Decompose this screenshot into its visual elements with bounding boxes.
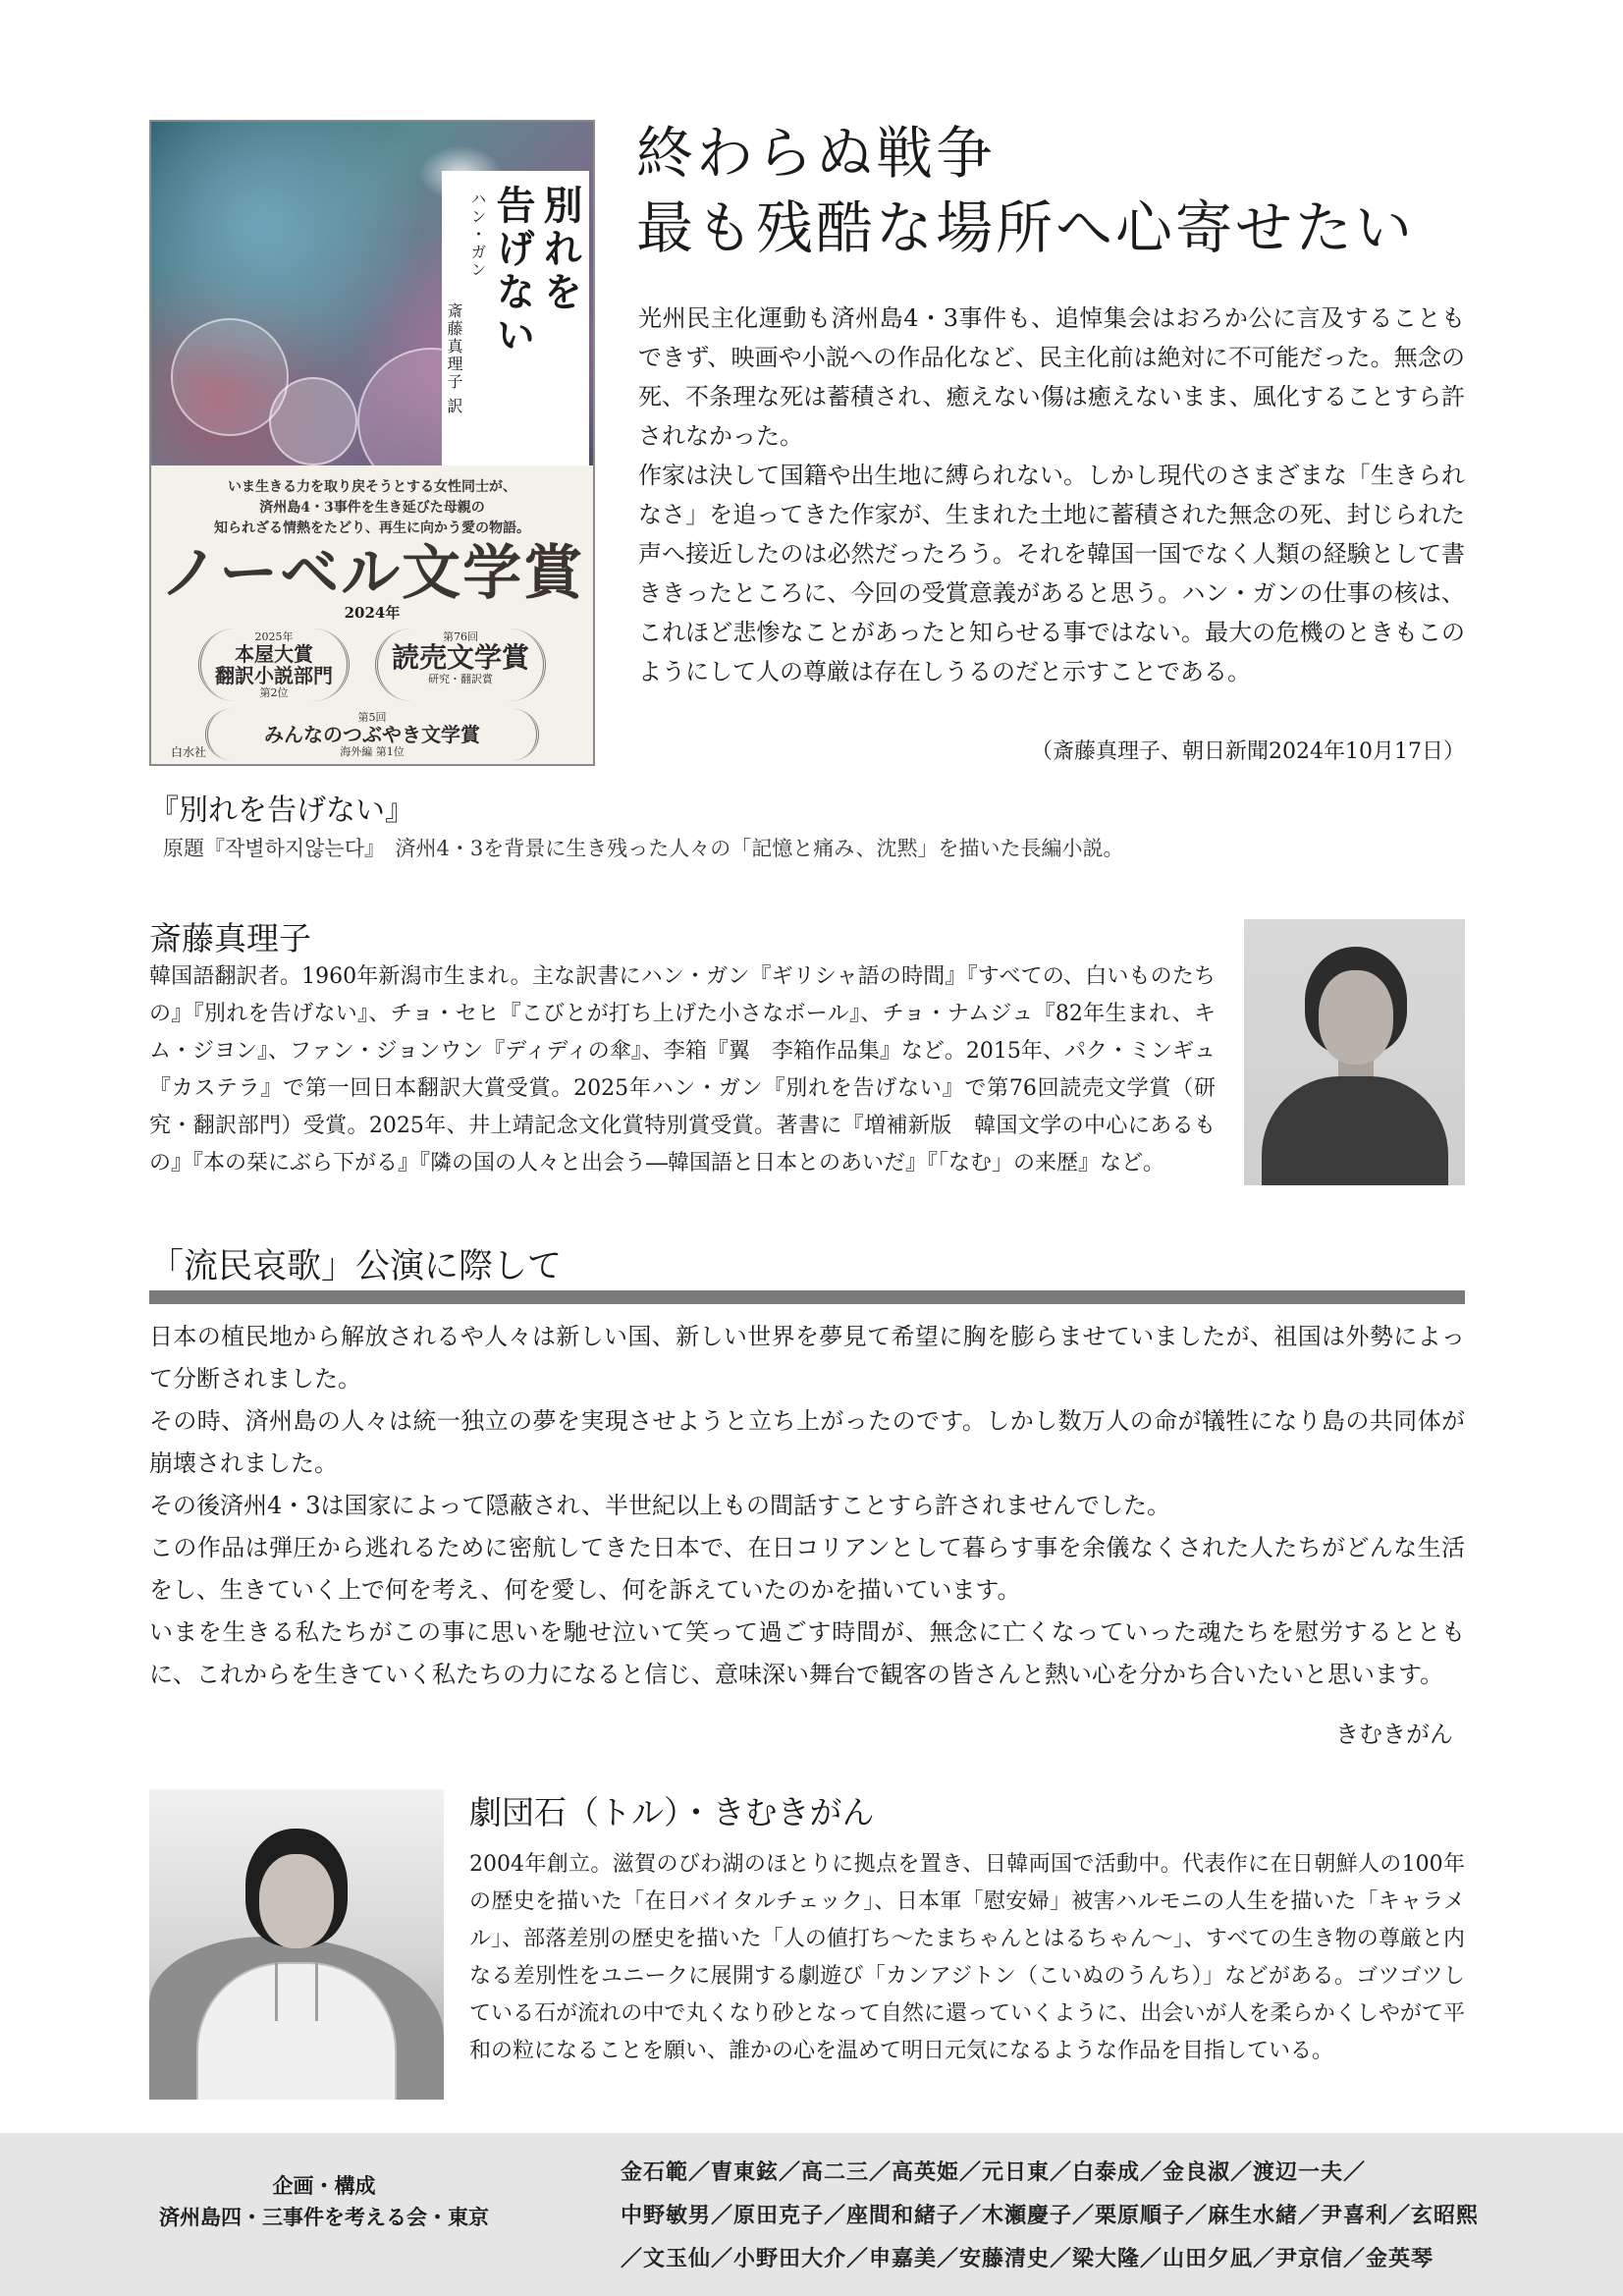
section-paragraph: その時、済州島の人々は統一独立の夢を実現させようと立ち上がったのです。しかし数万人の命が犠牲になり島の共同体が崩壊されました。 bbox=[149, 1407, 1465, 1477]
footer-names bbox=[621, 2151, 1504, 2280]
section-paragraph: 日本の植民地から解放されるや人々は新しい国、新しい世界を夢見て希望に胸を膨らませていましたが、祖国は外勢によって分断されました。 bbox=[149, 1323, 1465, 1393]
cover-title-line1: 別れを bbox=[537, 185, 583, 314]
section-paragraph: この作品は弾圧から逃れるために密航してきた日本で、在日コリアンとして暮らす事を余儀なくされた人たちがどんな生活をし、生きていく上で何を考え、何を愛し、何を訴えていたのかを描いています。 bbox=[149, 1534, 1465, 1604]
troupe-name: 劇団石（トル）・きむきがん bbox=[469, 1793, 875, 1831]
essay-paragraph: 作家は決して国籍や出生地に縛られない。しかし現代のさまざまな「生きられなさ」を追ってきた作家が、生まれた土地に蓄積された無念の死、封じられた声へ接近したのは必然だったろう。それを韓国一国でなく人類の経験として書ききったところに、今回の受賞意義があると思う。ハン・ガンの仕事の核は、これほど悲惨なことがあったと知らせる事ではない。最大の危機のときもこのようにして人の尊厳は存在しうるのだと示すことである。 bbox=[638, 462, 1465, 685]
headline-line2: 最も残酷な場所へ心寄せたい bbox=[636, 194, 1416, 261]
troupe-photo bbox=[149, 1789, 444, 2100]
section-paragraph: いまを生きる私たちがこの事に思いを馳せ泣いて笑って過ごす時間が、無念に亡くなっていった魂たちを慰労するとともに、これからを生きていく私たちの力になると信じ、意味深い舞台で観客の皆さんと熱い心を分かち合いたいと思います。 bbox=[149, 1618, 1465, 1688]
cover-nobel: ノーベル文学賞 bbox=[159, 539, 585, 608]
footer-organizer bbox=[137, 2170, 511, 2233]
cover-nobel-year: 2024年 bbox=[344, 604, 401, 622]
cover-blurb-line: いま生きる力を取り戻そうとする女性同士が、 bbox=[228, 479, 516, 495]
award-tsubuyaki bbox=[205, 709, 539, 760]
footer-organizer-role: 企画・構成 bbox=[272, 2173, 376, 2198]
essay-source: （斎藤真理子、朝日新聞2024年10月17日） bbox=[1031, 739, 1465, 764]
award-edition: 第5回 bbox=[357, 711, 387, 724]
publisher-logo: 白水社 bbox=[171, 745, 207, 759]
cover-title-box bbox=[442, 171, 589, 465]
headline bbox=[636, 116, 1500, 265]
essay-body bbox=[638, 299, 1465, 691]
essay-paragraph: 光州民主化運動も済州島4・3事件も、追悼集会はおろか公に言及することもできず、映画や小説への作品化など、民主化前は絶対に不可能だった。無念の死、不条理な死は蓄積され、癒えない傷は癒えないまま、風化することすら許されなかった。 bbox=[638, 304, 1465, 450]
cover-author: ハン・ガン bbox=[468, 191, 487, 279]
award-yomiuri bbox=[375, 629, 546, 701]
award-category: 研究・翻訳賞 bbox=[427, 673, 493, 685]
award-rank: 海外編 第1位 bbox=[340, 745, 405, 758]
section-body bbox=[149, 1316, 1465, 1696]
section-signature: きむきがん bbox=[1335, 1721, 1453, 1748]
cover-obi bbox=[151, 465, 593, 766]
footer-organizer-name: 済州島四・三事件を考える会・東京 bbox=[159, 2205, 489, 2229]
footer-names-line: 中野敏男／原田克子／座間和緒子／木瀬慶子／栗原順子／麻生水緒／尹喜利／玄昭熙 bbox=[621, 2203, 1480, 2228]
award-rank: 第2位 bbox=[259, 686, 289, 699]
translator-bio: 韓国語翻訳者。1960年新潟市生まれ。主な訳書にハン・ガン『ギリシャ語の時間』『すべての、白いものたちの』『別れを告げない』、チョ・セヒ『こびとが打ち上げた小さなボール』、チョ・ナムジュ『82年生まれ、キム・ジヨン』、ファン・ジョンウン『ディディの傘』、李箱『翼 李箱作品集』など。2015年、パク・ミンギュ『カステラ』で第一回日本翻訳大賞受賞。2025年ハン・ガン『別れを告げない』で第76回読売文学賞（研究・翻訳部門）受賞。2025年、井上靖記念文化賞特別賞受賞。著書に『増補新版 韓国文学の中心にあるもの』『本の栞にぶら下がる』『隣の国の人々と出会う―韓国語と日本とのあいだ』『「なむ」の来歴』など。 bbox=[149, 964, 1216, 1175]
award-name: みんなのつぶやき文学賞 bbox=[264, 723, 480, 746]
cover-blurb-line: 済州島4・3事件を生き延びた母親の bbox=[259, 500, 485, 516]
award-year: 2025年 bbox=[254, 630, 294, 643]
cover-blurb bbox=[151, 477, 593, 539]
footer-names-line: 金石範／曺東鉉／高二三／高英姫／元日東／白泰成／金良淑／渡辺一夫／ bbox=[621, 2159, 1367, 2185]
award-category: 翻訳小説部門 bbox=[214, 664, 333, 687]
section-divider bbox=[149, 1290, 1465, 1304]
headline-line1: 終わらぬ戦争 bbox=[636, 120, 997, 187]
award-name: 本屋大賞 bbox=[234, 642, 313, 666]
award-name: 読売文学賞 bbox=[391, 641, 529, 674]
troupe-bio: 2004年創立。滋賀のびわ湖のほとりに拠点を置き、日韓両国で活動中。代表作に在日朝鮮人の100年の歴史を描いた「在日バイタルチェック」、日本軍「慰安婦」被害ハルモニの人生を描いた「キャラメル」、部落差別の歴史を描いた「人の値打ち～たまちゃんとはるちゃん～」、すべての生き物の尊厳と内なる差別性をユニークに展開する劇遊び「カンアジトン（こいぬのうんち）」などがある。ゴツゴツしている石が流れの中で丸くなり砂となって自然に還っていくように、出会いが人を柔らかくしやがて平和の粒になることを願い、誰かの心を温めて明日元気になるような作品を目指している。 bbox=[469, 1852, 1465, 2063]
cover-artwork bbox=[151, 122, 593, 465]
book-title: 『別れを告げない』 bbox=[149, 793, 414, 828]
book-cover bbox=[149, 120, 595, 766]
cover-title-line2: 告げない bbox=[490, 185, 536, 357]
award-honya bbox=[198, 629, 350, 701]
award-edition: 第76回 bbox=[442, 630, 478, 643]
translator-photo bbox=[1244, 919, 1465, 1185]
translator-name: 斎藤真理子 bbox=[149, 919, 311, 957]
section-title: 「流民哀歌」公演に際して bbox=[149, 1247, 563, 1286]
cover-blurb-line: 知られざる情熱をたどり、再生に向かう愛の物語。 bbox=[214, 520, 530, 536]
section-paragraph: その後済州4・3は国家によって隠蔽され、半世紀以上もの間話すことすら許されませんでした。 bbox=[149, 1492, 1170, 1519]
footer-names-line: ／文玉仙／小野田大介／申嘉美／安藤清史／梁大隆／山田夕凪／尹京信／金英琴 bbox=[621, 2246, 1434, 2271]
cover-translator: 斎藤真理子 訳 bbox=[445, 302, 463, 416]
book-description: 原題『작별하지않는다』 済州4・3を背景に生き残った人々の「記憶と痛み、沈黙」を描いた長編小説。 bbox=[163, 837, 1124, 860]
